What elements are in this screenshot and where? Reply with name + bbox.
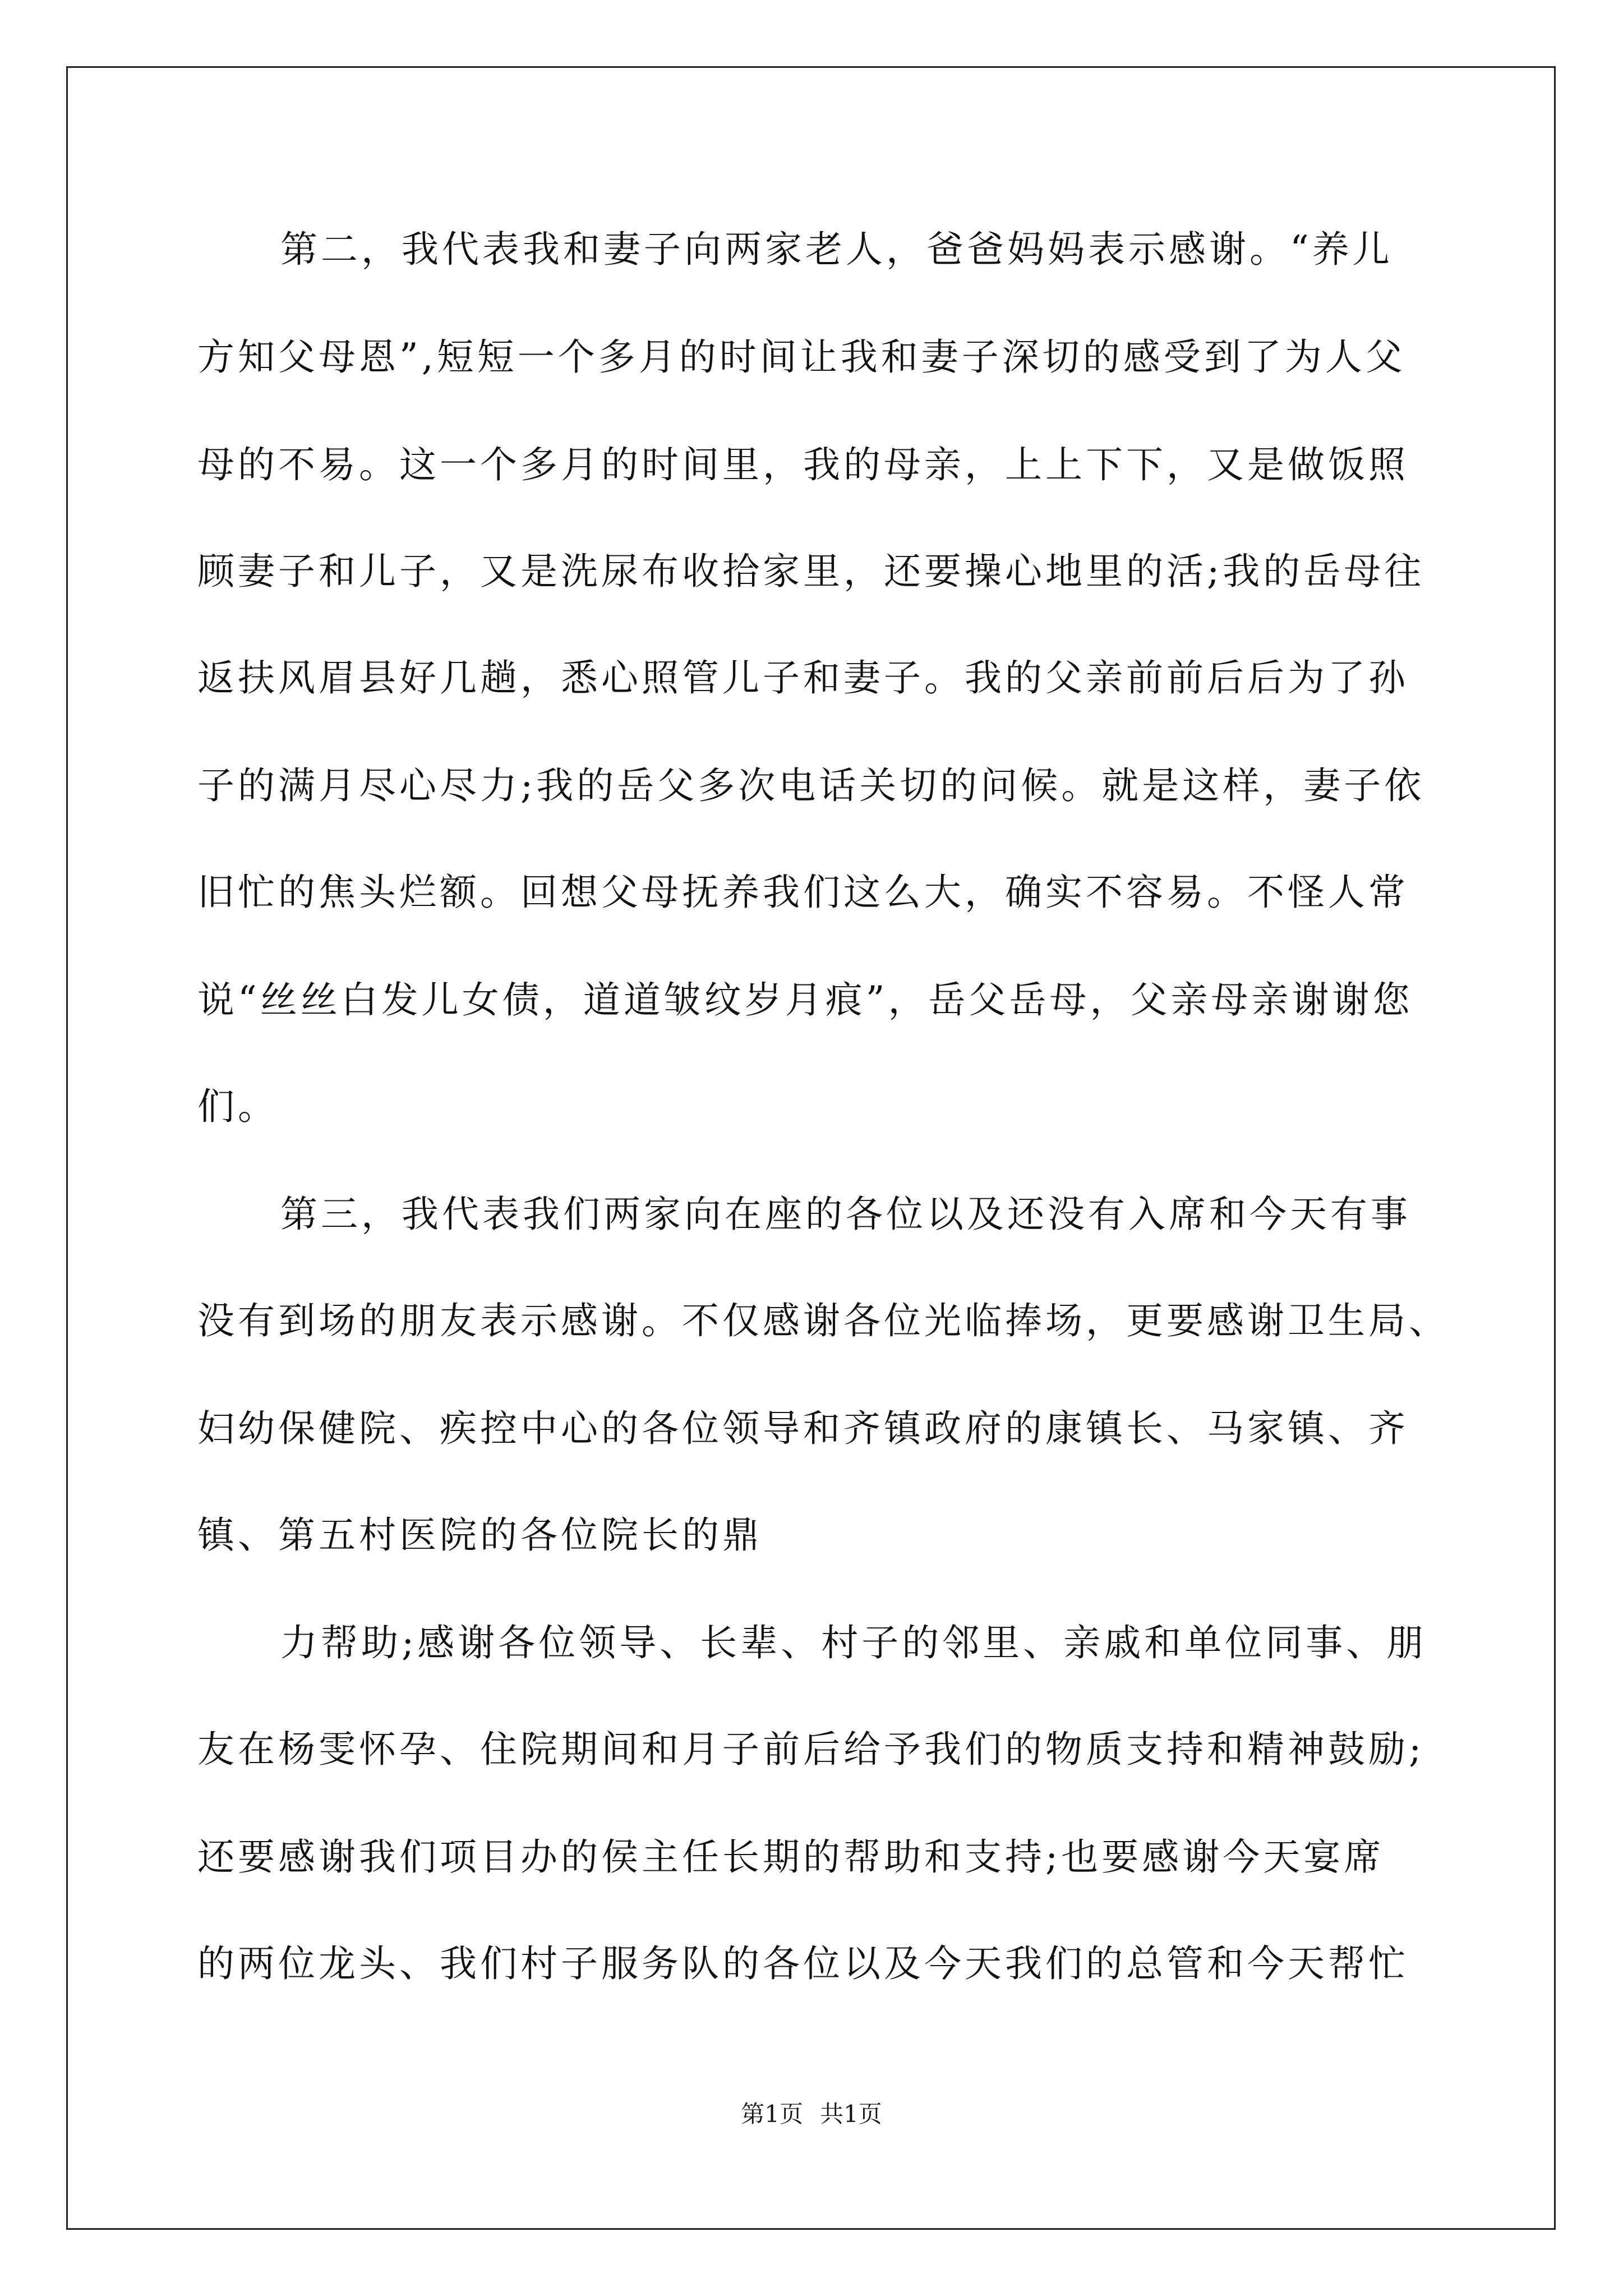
paragraph-3-line-4: 的两位龙头、我们村子服务队的各位以及今天我们的总管和今天帮忙 — [197, 1942, 1409, 1985]
paragraph-2-line-4: 镇、第五村医院的各位院长的鼎 — [197, 1513, 763, 1557]
paragraph-1-line-3: 母的不易。这一个多月的时间里，我的母亲，上上下下，又是做饭照 — [197, 443, 1409, 486]
paragraph-1-line-9: 们。 — [197, 1085, 278, 1128]
page-border — [66, 66, 1556, 2230]
paragraph-1-line-2: 方知父母恩”,短短一个多月的时间让我和妻子深切的感受到了为人父 — [197, 335, 1406, 379]
paragraph-2-line-1: 第三，我代表我们两家向在座的各位以及还没有入席和今天有事 — [280, 1193, 1411, 1236]
paragraph-1-line-5: 返扶风眉县好几趟，悉心照管儿子和妻子。我的父亲前前后后为了孙 — [197, 656, 1409, 700]
page-footer — [0, 2099, 1623, 2130]
paragraph-2-line-2: 没有到场的朋友表示感谢。不仅感谢各位光临捧场，更要感谢卫生局、 — [197, 1299, 1449, 1342]
paragraph-3-line-1: 力帮助;感谢各位领导、长辈、村子的邻里、亲戚和单位同事、朋 — [280, 1621, 1427, 1664]
paragraph-3-line-2: 友在杨雯怀孕、住院期间和月子前后给予我们的物质支持和精神鼓励; — [197, 1728, 1425, 1771]
paragraph-1-line-8: 说“丝丝白发儿女债，道道皱纹岁月痕”，岳父岳母，父亲母亲谢谢您 — [197, 978, 1413, 1022]
paragraph-3-line-3: 还要感谢我们项目办的侯主任长期的帮助和支持;也要感谢今天宴席 — [197, 1835, 1385, 1879]
page-number-total: 共1页 — [820, 2100, 882, 2128]
paragraph-1-line-4: 顾妻子和儿子，又是洗尿布收拾家里，还要操心地里的活;我的岳母往 — [197, 550, 1425, 593]
paragraph-2-line-3: 妇幼保健院、疾控中心的各位领导和齐镇政府的康镇长、马家镇、齐 — [197, 1407, 1409, 1450]
paragraph-1-line-1: 第二，我代表我和妻子向两家老人，爸爸妈妈表示感谢。“养儿 — [280, 228, 1393, 271]
page-number-current: 第1页 — [741, 2100, 803, 2128]
paragraph-1-line-7: 旧忙的焦头烂额。回想父母抚养我们这么大，确实不容易。不怪人常 — [197, 871, 1409, 914]
paragraph-1-line-6: 子的满月尽心尽力;我的岳父多次电话关切的问候。就是这样，妻子依 — [197, 764, 1425, 807]
